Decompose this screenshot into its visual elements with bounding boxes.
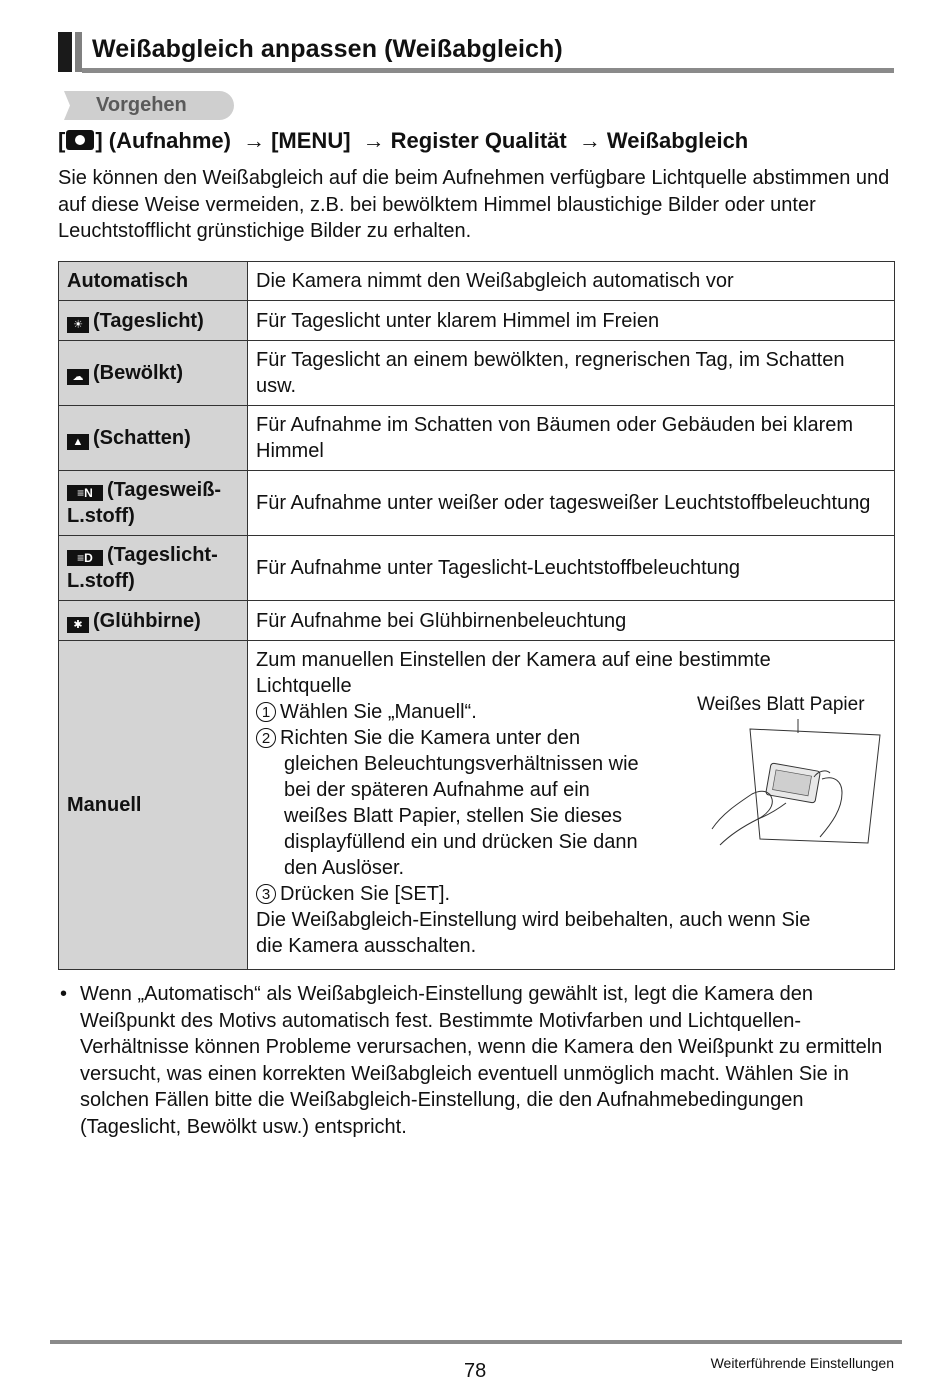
row-desc: Für Aufnahme bei Glühbirnenbeleuchtung [248, 601, 895, 641]
step-number: 2 [256, 728, 276, 748]
path-step-menu: [MENU] [271, 128, 351, 153]
manual-step-line: den Auslöser. [284, 856, 405, 879]
path-step-quality: Register Qualität [390, 128, 567, 153]
table-row-manual [59, 641, 895, 970]
bracket-open: [ [58, 128, 66, 153]
row-label: Automatisch [59, 262, 248, 301]
row-label: ▲ (Schatten) [59, 406, 248, 471]
row-label: ✱ (Glühbirne) [59, 601, 248, 641]
manual-step: 2 Richten Sie die Kamera unter den [256, 725, 580, 751]
row-label: ☁ (Bewölkt) [59, 341, 248, 406]
row-label: ☀ (Tageslicht) [59, 301, 248, 341]
footer-section: Weiterführende Einstellungen [710, 1355, 894, 1371]
manual-step: 1 Wählen Sie „Manuell“. [256, 699, 477, 725]
footer-rule [50, 1340, 902, 1344]
step-number: 1 [256, 702, 276, 722]
white-paper-illustration [702, 719, 892, 849]
row-desc: Für Tageslicht unter klarem Himmel im Freien [248, 301, 895, 341]
path-step-record: ] (Aufnahme) [95, 128, 231, 153]
manual-intro-line: Lichtquelle [256, 674, 352, 697]
note-paragraph [58, 981, 898, 1140]
bullet-icon: • [60, 983, 68, 1005]
table-row [59, 406, 895, 471]
cloud-icon: ☁ [67, 369, 89, 385]
row-label: ≡N (Tagesweiß- L.stoff) [59, 471, 248, 536]
camera-icon [66, 130, 94, 150]
arrow-icon: → [243, 128, 266, 153]
manual-step-line: weißes Blatt Papier, stellen Sie dieses [284, 804, 622, 827]
section-header [58, 32, 894, 74]
badge-notch [60, 91, 70, 120]
shade-icon: ▲ [67, 434, 89, 450]
note-text: Wenn „Automatisch“ als Weißabgleich-Einstellung gewählt ist, legt die Kamera den Weißpunkt des Motivs automatisch fest. Bestimmte Motivfarben und Lichtquellen-Verhältnisse können Probleme verursachen, wenn die Kamera den Weißpunkt zu ermitteln versucht, was einen korrekten Weißabgleich eventuell unmöglich macht. Wählen Sie in solchen Fällen bitte die Weißabgleich-Einstellung, die den Aufnahmebedingungen (Tageslicht, Bewölkt usw.) entspricht. [80, 983, 883, 1138]
fluorescent-n-icon: ≡N [67, 485, 103, 501]
row-desc: Für Aufnahme im Schatten von Bäumen oder Gebäuden bei klarem Himmel [248, 406, 895, 471]
table-row [59, 301, 895, 341]
row-desc: Die Kamera nimmt den Weißabgleich automatisch vor [248, 262, 895, 301]
page-number: 78 [464, 1360, 487, 1382]
page-title: Weißabgleich anpassen (Weißabgleich) [92, 35, 563, 63]
procedure-badge [60, 91, 234, 120]
header-rule [82, 68, 894, 73]
arrow-icon: → [578, 128, 601, 153]
table-row [59, 262, 895, 301]
table-row [59, 471, 895, 536]
row-desc: Für Aufnahme unter Tageslicht-Leuchtstoffbeleuchtung [248, 536, 895, 601]
manual-content [256, 647, 886, 964]
white-balance-table [58, 261, 895, 970]
procedure-label: Vorgehen [96, 94, 187, 116]
manual-intro-line: Zum manuellen Einstellen der Kamera auf eine bestimmte [256, 648, 771, 671]
intro-paragraph: Sie können den Weißabgleich auf die beim Aufnehmen verfügbare Lichtquelle abstimmen und auf diese Weise vermeiden, z.B. bei bewölktem Himmel blaustichige Bilder oder unter Leuchtstofflicht grünstichige Bilder zu erhalten. [58, 167, 890, 242]
header-bar-dark [58, 32, 72, 72]
header-bar-light [75, 32, 82, 72]
manual-step-line: gleichen Beleuchtungsverhältnissen wie [284, 752, 639, 775]
path-step-wb: Weißabgleich [606, 128, 749, 153]
bulb-icon: ✱ [67, 617, 89, 633]
manual-end-line: Die Weißabgleich-Einstellung wird beibehalten, auch wenn Sie [256, 908, 811, 931]
step-number: 3 [256, 884, 276, 904]
manual-step: 3 Drücken Sie [SET]. [256, 881, 450, 907]
sun-icon: ☀ [67, 317, 89, 333]
row-label: Manuell [59, 641, 248, 970]
menu-path [58, 128, 748, 154]
fluorescent-d-icon: ≡D [67, 550, 103, 566]
row-label: ≡D (Tageslicht- L.stoff) [59, 536, 248, 601]
table-row [59, 341, 895, 406]
manual-step-line: displayfüllend ein und drücken Sie dann [284, 830, 638, 853]
illustration-label: Weißes Blatt Papier [697, 693, 865, 715]
manual-step-line: bei der späteren Aufnahme auf ein [284, 778, 590, 801]
manual-end-line: die Kamera ausschalten. [256, 934, 477, 957]
table-row [59, 601, 895, 641]
manual-desc [248, 641, 895, 970]
row-desc: Für Aufnahme unter weißer oder tagesweißer Leuchtstoffbeleuchtung [248, 471, 895, 536]
arrow-icon: → [362, 128, 385, 153]
table-row [59, 536, 895, 601]
row-desc: Für Tageslicht an einem bewölkten, regnerischen Tag, im Schatten usw. [248, 341, 895, 406]
